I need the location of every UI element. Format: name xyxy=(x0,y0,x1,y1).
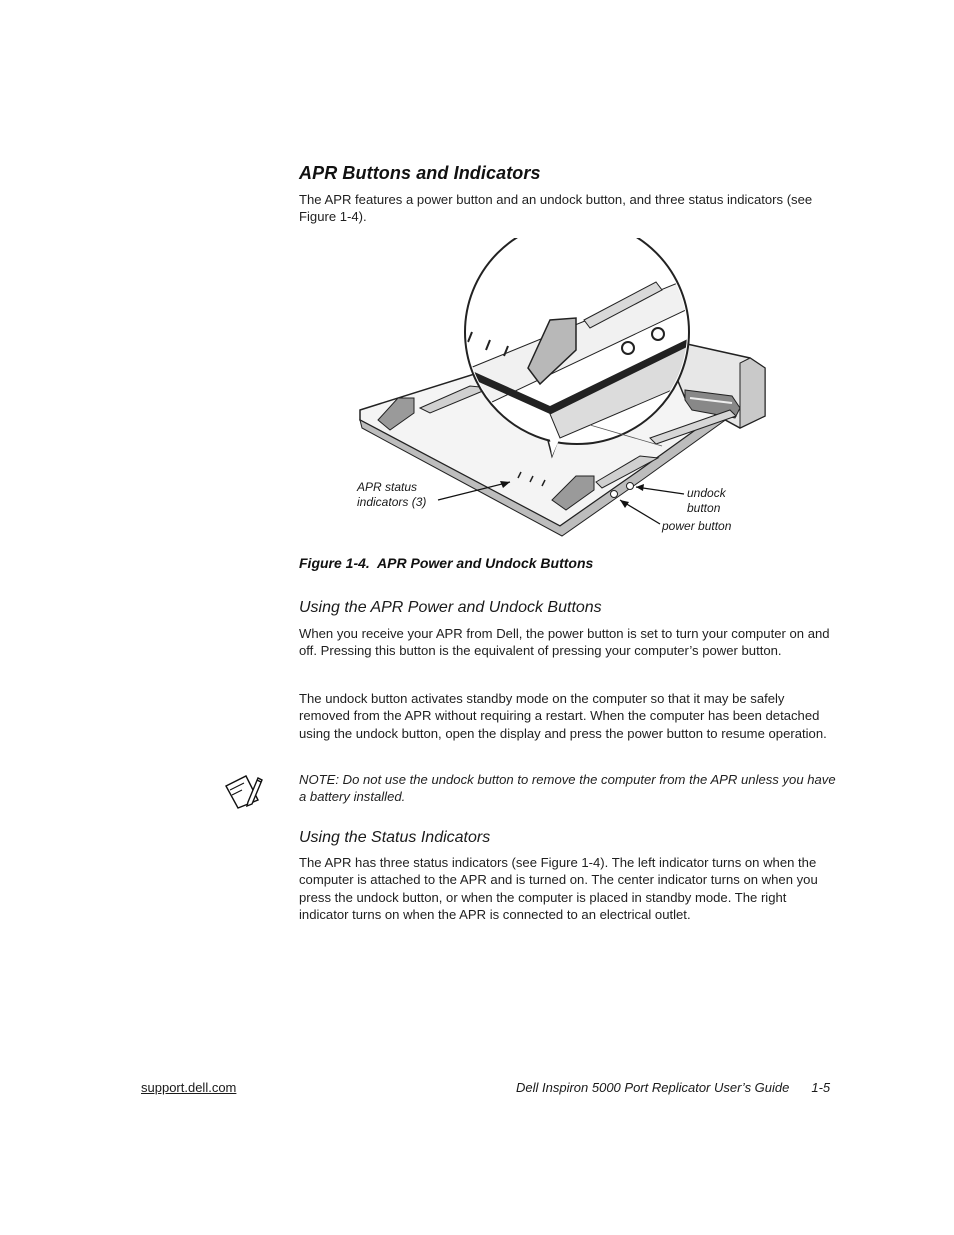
subsection-title-buttons: Using the APR Power and Undock Buttons xyxy=(299,599,602,616)
power-button-label: power button xyxy=(662,519,732,533)
footer-guide-title xyxy=(516,1080,830,1095)
indicators-paragraph: The APR has three status indicators (see Figure 1-4). The left indicator turns on when the computer is attached to the APR and is turned on. The center indicator turns on when you press the undock button, or when the computer is placed in standby mode. The right indicator turns on when the APR is connected to an electrical outlet. xyxy=(299,855,818,923)
intro-paragraph: The APR features a power button and an undock button, and three status indicators (see Figure 1-4). xyxy=(299,192,813,225)
figure-caption: Figure 1-4. APR Power and Undock Buttons xyxy=(299,555,594,571)
undock-button-label: undock button xyxy=(687,486,726,515)
footer-site-link[interactable]: support.dell.com xyxy=(141,1080,237,1095)
note-text: NOTE: Do not use the undock button to remove the computer from the APR unless you have a battery installed. xyxy=(299,772,836,805)
buttons-paragraph-2: The undock button activates standby mode on the computer so that it may be safely removed from the APR without requiring a restart. When the computer has been detached using the undock button, open the display and press the power button to resume operation. xyxy=(299,691,827,741)
footer-guide: Dell Inspiron 5000 Port Replicator User’s Guide xyxy=(516,1080,790,1095)
buttons-paragraph-1: When you receive your APR from Dell, the power button is set to turn your computer on and off. Pressing this button is the equivalent of pressing your computer’s power button. xyxy=(299,626,830,659)
section-title: APR Buttons and Indicators xyxy=(299,163,541,183)
status-indicators-label: APR status indicators (3) xyxy=(357,480,427,509)
subsection-title-indicators: Using the Status Indicators xyxy=(299,829,491,846)
footer-page-number: 1-5 xyxy=(811,1080,831,1095)
note-pencil-icon xyxy=(224,772,264,810)
